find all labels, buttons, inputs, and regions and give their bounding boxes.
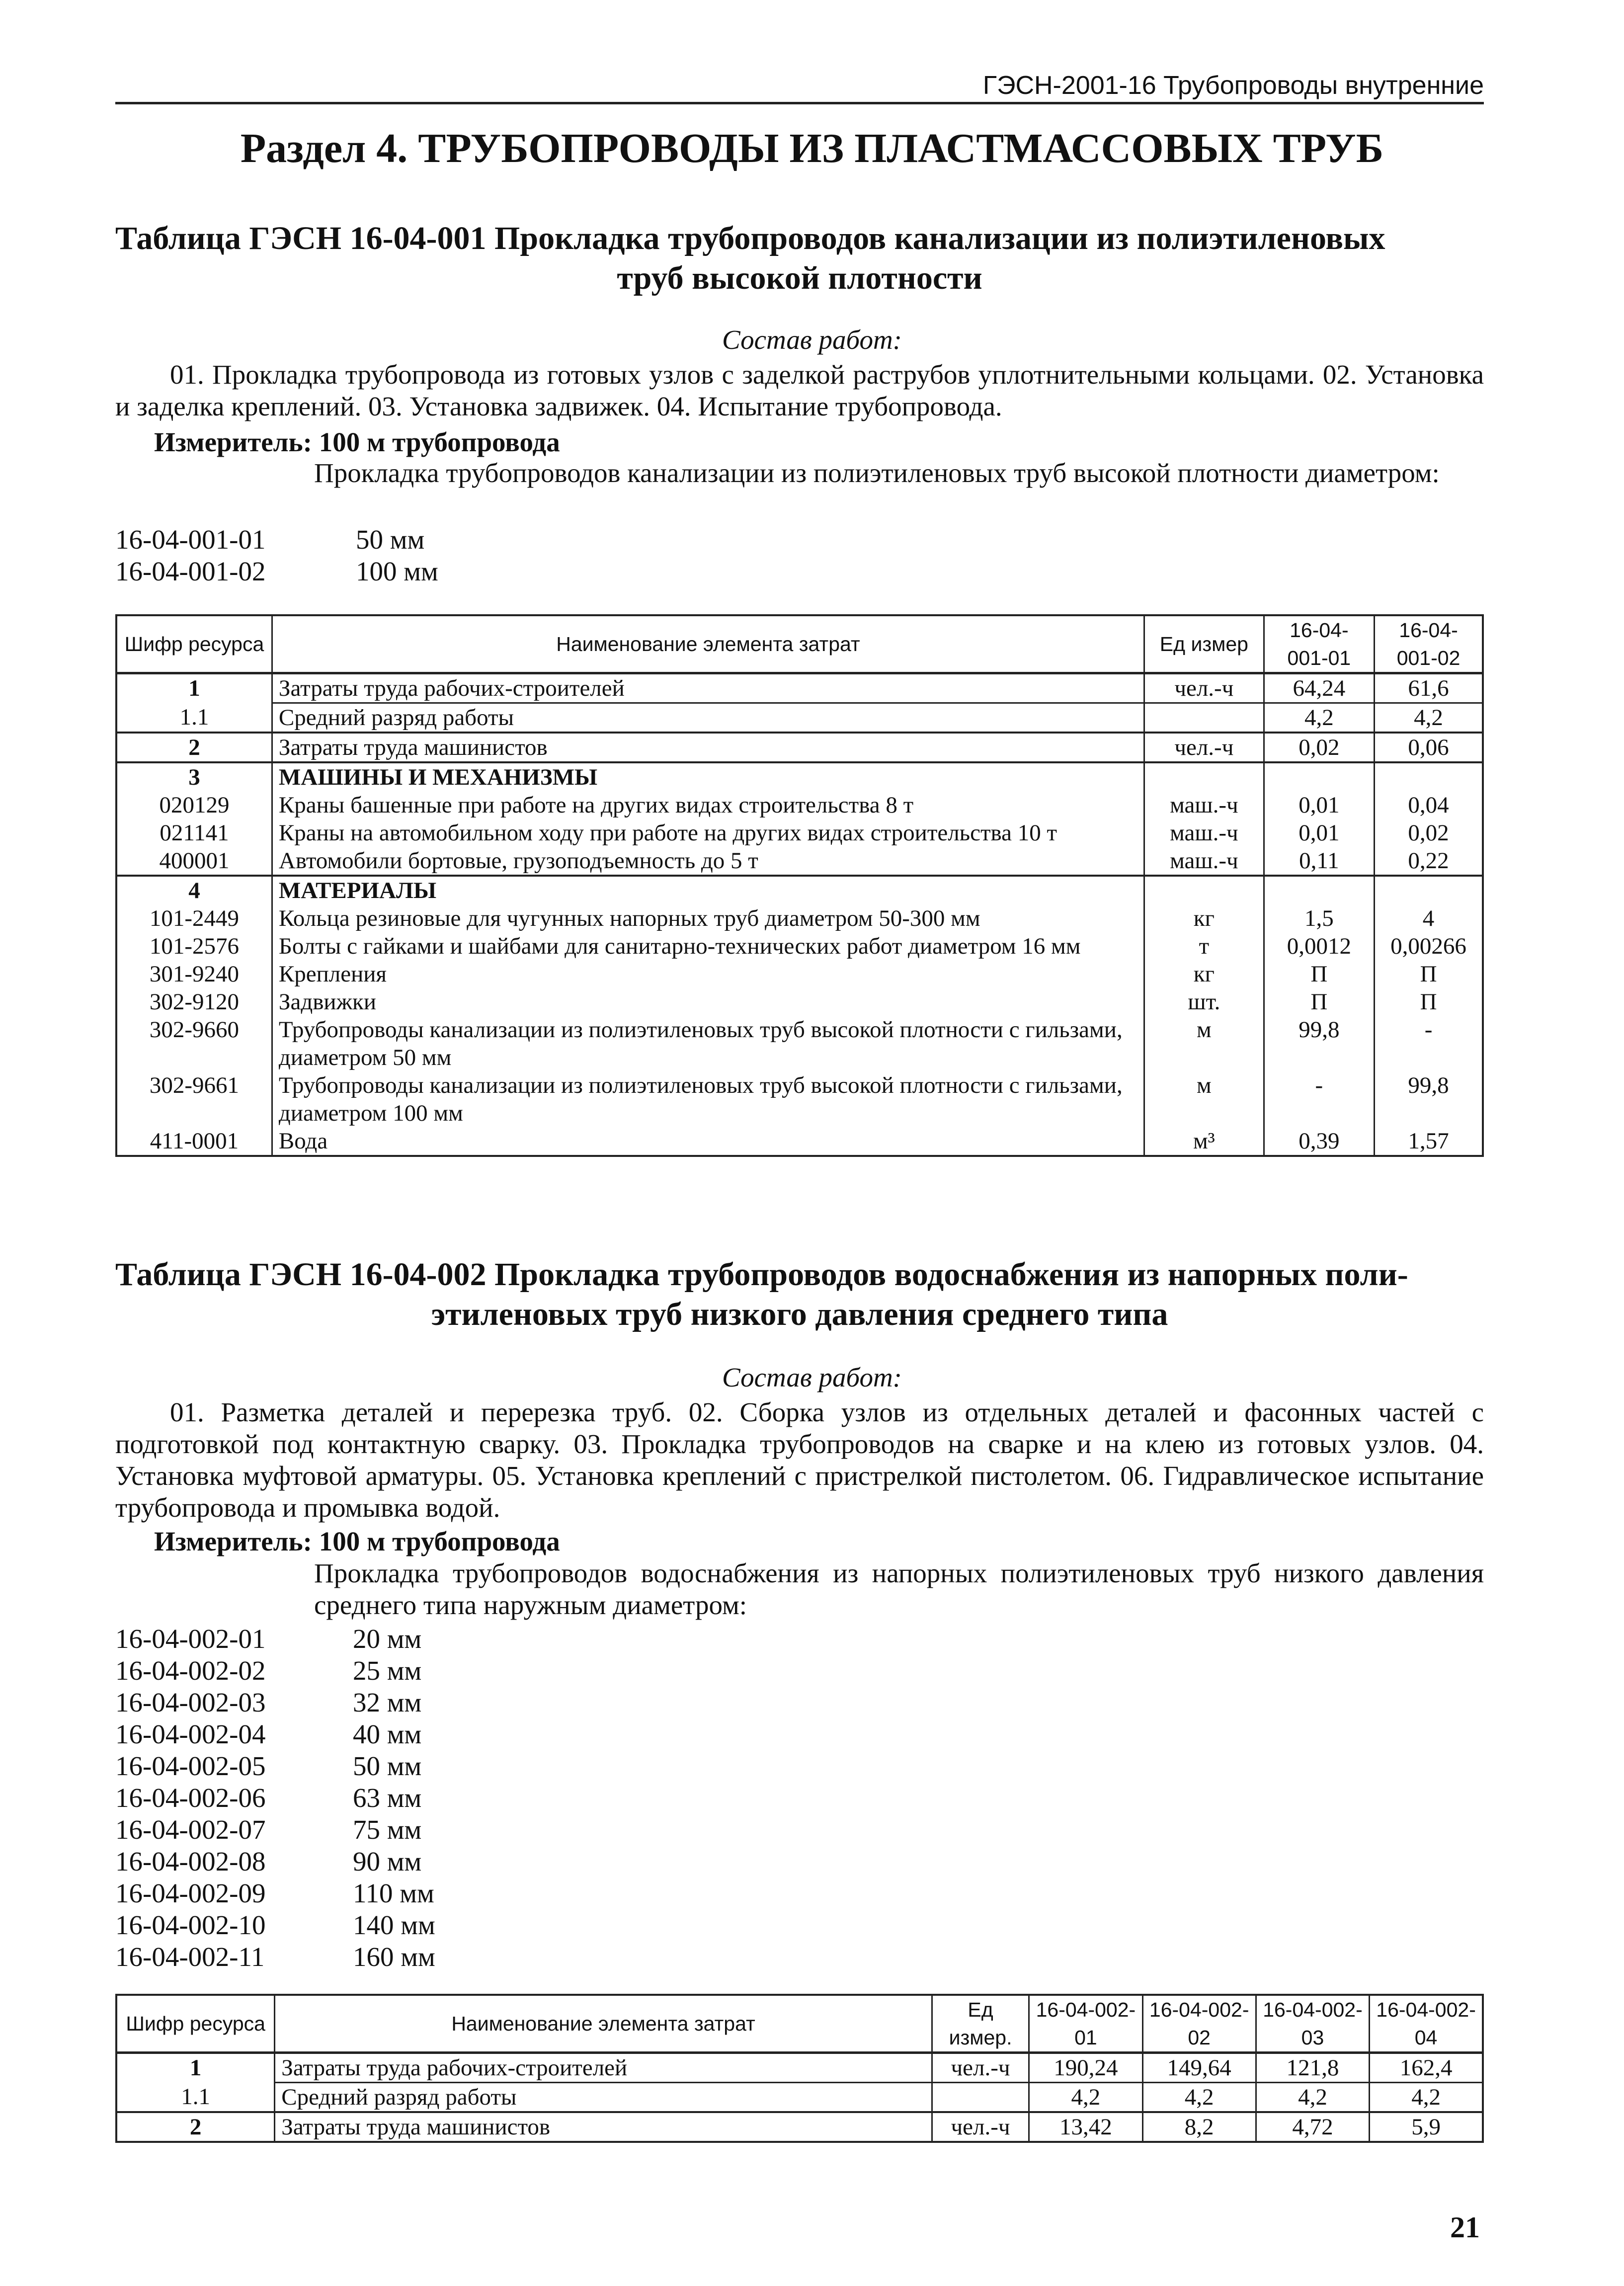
norm-value-cell: 61,6 (1375, 673, 1483, 703)
table-row (116, 819, 1483, 847)
norm-value-cell: 0,11 (1264, 847, 1374, 876)
code-number: 16-04-002-07 (115, 1814, 266, 1845)
cost-element-cell: Затраты труда машинистов (275, 2112, 932, 2142)
norm-value-cell: 0,04 (1375, 791, 1483, 819)
table2-description: Прокладка трубопроводов водоснабжения из напорных полиэтиленовых труб низкого давления среднего типа наружным диаметром: (314, 1558, 1484, 1620)
norm-value-cell: 4 (1375, 904, 1483, 932)
resource-code-cell: 101-2449 (116, 904, 272, 932)
table2-composition-text: 01. Разметка деталей и перерезка труб. 02. Сборка узлов из отдельных деталей и фасонных частей с подготовкой под контактную сварку. 03. Прокладка трубопроводов на сварке и на клею из готовых узлов. 04. Установка муфтовой арматуры. 05. Установка креплений с пристрелкой пистолетом. 06. Гидравлическое испытание трубопровода и промывка водой. (115, 1397, 1484, 1523)
norm-value-cell: - (1375, 1016, 1483, 1071)
unit-cell: м (1144, 1016, 1264, 1071)
norm-value-cell (1264, 762, 1374, 791)
code-value: 20 мм (353, 1624, 422, 1654)
norm-value-cell: 162,4 (1370, 2053, 1483, 2083)
table-row (116, 904, 1483, 932)
table2-title-line1: Таблица ГЭСН 16-04-002 Прокладка трубопроводов водоснабжения из напорных поли- (115, 1256, 1408, 1293)
code-number: 16-04-002-10 (115, 1910, 266, 1940)
norm-value-cell: 4,2 (1142, 2083, 1256, 2113)
resource-code-cell: 302-9120 (116, 988, 272, 1016)
cost-element-cell: Краны башенные при работе на других видах строительства 8 т (272, 791, 1144, 819)
cost-element-cell: Трубопроводы канализации из полиэтиленовых труб высокой плотности с гильзами, диаметром 100 мм (272, 1071, 1144, 1127)
cost-element-cell: МАТЕРИАЛЫ (272, 876, 1144, 904)
code-value: 50 мм (353, 1751, 422, 1781)
unit-cell: кг (1144, 960, 1264, 988)
col-header-value: 16-04-002-03 (1256, 1995, 1369, 2053)
unit-cell (1144, 703, 1264, 733)
unit-cell (1144, 762, 1264, 791)
table-row (116, 847, 1483, 876)
code-number: 16-04-002-06 (115, 1783, 266, 1813)
col-header-unit: Ед измер. (932, 1995, 1029, 2053)
norm-value-cell: 4,2 (1370, 2083, 1483, 2113)
norm-value-cell (1375, 762, 1483, 791)
norm-value-cell: 0,01 (1264, 791, 1374, 819)
code-value: 40 мм (353, 1719, 422, 1749)
norm-value-cell: П (1264, 988, 1374, 1016)
col-header-value: 16-04-001-02 (1375, 615, 1483, 673)
table-row (116, 2112, 1483, 2142)
col-header-unit: Ед измер (1144, 615, 1264, 673)
cost-element-cell: Крепления (272, 960, 1144, 988)
table-row (116, 988, 1483, 1016)
code-number: 16-04-002-01 (115, 1624, 266, 1654)
resource-code-cell: 020129 (116, 791, 272, 819)
table-row (116, 876, 1483, 904)
norm-value-cell: 4,72 (1256, 2112, 1369, 2142)
norm-value-cell: 99,8 (1264, 1016, 1374, 1071)
table1-title-line1: Таблица ГЭСН 16-04-001 Прокладка трубопроводов канализации из полиэтиленовых (115, 220, 1385, 256)
table2-meter: Измеритель: 100 м трубопровода (154, 1526, 560, 1556)
norm-value-cell: 4,2 (1375, 703, 1483, 733)
code-number: 16-04-002-05 (115, 1751, 266, 1781)
norm-value-cell: 8,2 (1142, 2112, 1256, 2142)
resource-code-cell: 2 (116, 2112, 275, 2142)
resource-code-cell: 411-0001 (116, 1127, 272, 1156)
cost-element-cell: Средний разряд работы (272, 703, 1144, 733)
code-value: 75 мм (353, 1814, 422, 1845)
norm-value-cell (1375, 876, 1483, 904)
col-header-value: 16-04-002-04 (1370, 1995, 1483, 2053)
running-head: ГЭСН-2001-16 Трубопроводы внутренние (982, 71, 1484, 100)
code-number: 16-04-002-08 (115, 1846, 266, 1877)
resource-code-cell: 2 (116, 733, 272, 762)
col-header-code: Шифр ресурса (116, 615, 272, 673)
cost-element-cell: Вода (272, 1127, 1144, 1156)
unit-cell: чел.-ч (932, 2112, 1029, 2142)
norm-value-cell: 149,64 (1142, 2053, 1256, 2083)
norm-value-cell: 64,24 (1264, 673, 1374, 703)
unit-cell: маш.-ч (1144, 791, 1264, 819)
norm-value-cell: П (1264, 960, 1374, 988)
resource-code-cell: 1.1 (116, 2083, 275, 2113)
code-number: 16-04-002-04 (115, 1719, 266, 1749)
code-number: 16-04-002-02 (115, 1655, 266, 1686)
page-number: 21 (1450, 2211, 1480, 2244)
table2-composition-label: Состав работ: (722, 1362, 902, 1392)
unit-cell (932, 2083, 1029, 2113)
col-header-name: Наименование элемента затрат (272, 615, 1144, 673)
table1-resources (115, 614, 1484, 1157)
header-rule (115, 102, 1484, 104)
norm-value-cell: - (1264, 1071, 1374, 1127)
norm-value-cell: 1,57 (1375, 1127, 1483, 1156)
table-row (116, 733, 1483, 762)
cost-element-cell: Краны на автомобильном ходу при работе на других видах строительства 10 т (272, 819, 1144, 847)
unit-cell: т (1144, 932, 1264, 960)
col-header-code: Шифр ресурса (116, 1995, 275, 2053)
norm-value-cell: 4,2 (1029, 2083, 1142, 2113)
norm-value-cell: 0,39 (1264, 1127, 1374, 1156)
table-row (116, 960, 1483, 988)
unit-cell (1144, 876, 1264, 904)
table-row (116, 2053, 1483, 2083)
norm-value-cell (1264, 876, 1374, 904)
norm-value-cell: 0,02 (1264, 733, 1374, 762)
cost-element-cell: Кольца резиновые для чугунных напорных труб диаметром 50-300 мм (272, 904, 1144, 932)
cost-element-cell: Средний разряд работы (275, 2083, 932, 2113)
section-title: Раздел 4. ТРУБОПРОВОДЫ ИЗ ПЛАСТМАССОВЫХ ТРУБ (240, 125, 1384, 171)
code-value: 50 мм (356, 524, 425, 555)
norm-value-cell: 0,06 (1375, 733, 1483, 762)
code-value: 90 мм (353, 1846, 422, 1877)
norm-value-cell: 0,00266 (1375, 932, 1483, 960)
table-row (116, 762, 1483, 791)
norm-value-cell: 4,2 (1264, 703, 1374, 733)
code-value: 110 мм (353, 1878, 434, 1908)
table1-title (115, 219, 1484, 298)
unit-cell: чел.-ч (1144, 673, 1264, 703)
code-value: 25 мм (353, 1655, 422, 1686)
resource-code-cell: 301-9240 (116, 960, 272, 988)
norm-value-cell: 0,02 (1375, 819, 1483, 847)
table-row (116, 932, 1483, 960)
resource-code-cell: 101-2576 (116, 932, 272, 960)
table2-resources (115, 1994, 1484, 2143)
resource-code-cell: 021141 (116, 819, 272, 847)
norm-value-cell: 4,2 (1256, 2083, 1369, 2113)
col-header-value: 16-04-002-02 (1142, 1995, 1256, 2053)
table2-title (115, 1255, 1484, 1334)
unit-cell: чел.-ч (1144, 733, 1264, 762)
unit-cell: чел.-ч (932, 2053, 1029, 2083)
code-number: 16-04-001-01 (115, 524, 266, 555)
code-value: 63 мм (353, 1783, 422, 1813)
table1-description: Прокладка трубопроводов канализации из полиэтиленовых труб высокой плотности диаметром: (314, 458, 1440, 488)
code-number: 16-04-002-09 (115, 1878, 266, 1908)
unit-cell: м³ (1144, 1127, 1264, 1156)
cost-element-cell: Болты с гайками и шайбами для санитарно-технических работ диаметром 16 мм (272, 932, 1144, 960)
norm-value-cell: 5,9 (1370, 2112, 1483, 2142)
resource-code-cell: 1.1 (116, 703, 272, 733)
table-row (116, 1071, 1483, 1127)
table-row (116, 2083, 1483, 2113)
norm-value-cell: 190,24 (1029, 2053, 1142, 2083)
norm-value-cell: П (1375, 960, 1483, 988)
code-value: 140 мм (353, 1910, 435, 1940)
code-value: 160 мм (353, 1942, 435, 1972)
table1-composition-label: Состав работ: (722, 325, 902, 355)
unit-cell: маш.-ч (1144, 819, 1264, 847)
table-row (116, 791, 1483, 819)
cost-element-cell: Затраты труда рабочих-строителей (272, 673, 1144, 703)
resource-code-cell: 1 (116, 2053, 275, 2083)
unit-cell: кг (1144, 904, 1264, 932)
resource-code-cell: 302-9661 (116, 1071, 272, 1127)
table2-title-line2: этиленовых труб низкого давления среднего типа (431, 1296, 1168, 1332)
cost-element-cell: Трубопроводы канализации из полиэтиленовых труб высокой плотности с гильзами, диаметром 50 мм (272, 1016, 1144, 1071)
table-row (116, 703, 1483, 733)
code-number: 16-04-002-03 (115, 1687, 266, 1717)
norm-value-cell: 0,01 (1264, 819, 1374, 847)
code-number: 16-04-002-11 (115, 1942, 265, 1972)
cost-element-cell: Затраты труда машинистов (272, 733, 1144, 762)
table-row (116, 1016, 1483, 1071)
table-row (116, 1127, 1483, 1156)
resource-code-cell: 3 (116, 762, 272, 791)
col-header-value: 16-04-002-01 (1029, 1995, 1142, 2053)
resource-code-cell: 400001 (116, 847, 272, 876)
table1-meter: Измеритель: 100 м трубопровода (154, 427, 560, 457)
unit-cell: шт. (1144, 988, 1264, 1016)
table-row (116, 673, 1483, 703)
unit-cell: м (1144, 1071, 1264, 1127)
norm-value-cell: 13,42 (1029, 2112, 1142, 2142)
cost-element-cell: Задвижки (272, 988, 1144, 1016)
norm-value-cell: 0,22 (1375, 847, 1483, 876)
cost-element-cell: МАШИНЫ И МЕХАНИЗМЫ (272, 762, 1144, 791)
code-value: 32 мм (353, 1687, 422, 1717)
table1-title-line2: труб высокой плотности (617, 260, 982, 296)
norm-value-cell: 1,5 (1264, 904, 1374, 932)
unit-cell: маш.-ч (1144, 847, 1264, 876)
norm-value-cell: П (1375, 988, 1483, 1016)
cost-element-cell: Автомобили бортовые, грузоподъемность до 5 т (272, 847, 1144, 876)
resource-code-cell: 302-9660 (116, 1016, 272, 1071)
norm-value-cell: 121,8 (1256, 2053, 1369, 2083)
norm-value-cell: 99,8 (1375, 1071, 1483, 1127)
code-value: 100 мм (356, 556, 438, 586)
cost-element-cell: Затраты труда рабочих-строителей (275, 2053, 932, 2083)
col-header-value: 16-04-001-01 (1264, 615, 1374, 673)
resource-code-cell: 1 (116, 673, 272, 703)
norm-value-cell: 0,0012 (1264, 932, 1374, 960)
col-header-name: Наименование элемента затрат (275, 1995, 932, 2053)
resource-code-cell: 4 (116, 876, 272, 904)
code-number: 16-04-001-02 (115, 556, 266, 586)
table1-composition-text: 01. Прокладка трубопровода из готовых узлов с заделкой раструбов уплотнительными кольцами. 02. Установка и заделка креплений. 03. Установка задвижек. 04. Испытание трубопровода. (115, 359, 1484, 421)
